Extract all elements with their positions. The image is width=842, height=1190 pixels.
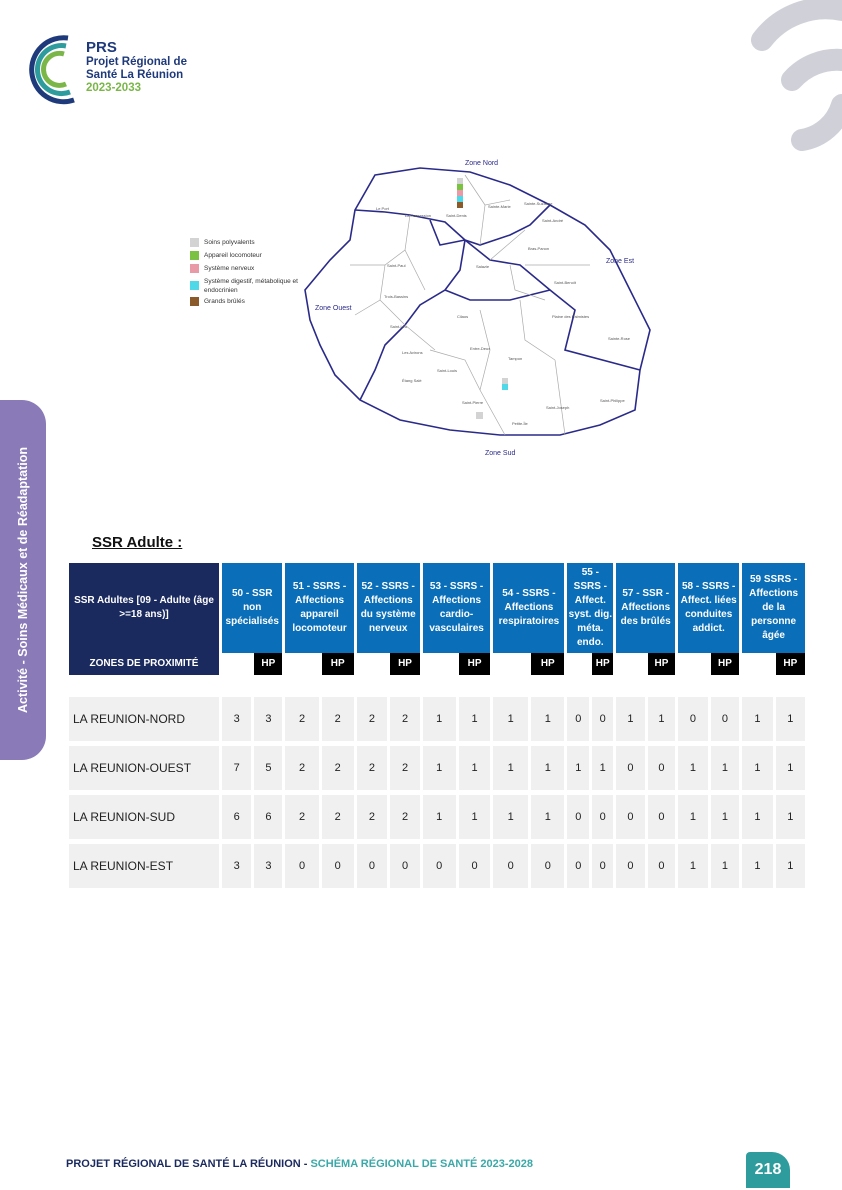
hp-header: HP — [254, 653, 282, 675]
zone-name: LA REUNION-SUD — [69, 795, 219, 844]
hp-header: HP — [592, 653, 613, 675]
logo-years: 2023-2033 — [86, 82, 141, 94]
svg-text:Saint-Louis: Saint-Louis — [437, 368, 458, 373]
cell-value: 1 — [459, 746, 491, 795]
cell-value: 2 — [357, 697, 388, 746]
corner-header: SSR Adultes [09 - Adulte (âge >=18 ans)] — [69, 563, 219, 653]
cell-value: 0 — [322, 844, 354, 893]
cell-value: 1 — [493, 746, 528, 795]
hc-header: HC — [222, 653, 251, 675]
cell-value: 3 — [254, 844, 282, 893]
cell-value: 0 — [493, 844, 528, 893]
cell-value: 1 — [742, 795, 772, 844]
cell-value: 1 — [776, 746, 805, 795]
cell-value: 1 — [423, 697, 456, 746]
cell-value: 0 — [616, 795, 645, 844]
cell-value: 0 — [459, 844, 491, 893]
cell-value: 0 — [423, 844, 456, 893]
zones-header: ZONES DE PROXIMITÉ — [69, 653, 219, 675]
cell-value: 0 — [357, 844, 388, 893]
cell-value: 1 — [493, 795, 528, 844]
side-tab-label: Activité - Soins Médicaux et de Réadaptation — [16, 446, 30, 714]
cell-value: 1 — [423, 795, 456, 844]
svg-text:Saint-Leu: Saint-Leu — [390, 324, 408, 329]
svg-text:Saint-Benoît: Saint-Benoît — [554, 280, 577, 285]
cell-value: 1 — [711, 746, 739, 795]
footer-right: SCHÉMA RÉGIONAL DE SANTÉ 2023-2028 — [310, 1158, 533, 1170]
legend-item: Soins polyvalents — [190, 238, 324, 251]
cell-value: 0 — [567, 697, 589, 746]
cell-value: 2 — [390, 697, 419, 746]
cell-value: 0 — [648, 746, 675, 795]
cell-value: 1 — [776, 844, 805, 893]
decorative-arcs-icon — [692, 0, 842, 160]
zone-sud-label: Zone Sud — [485, 450, 516, 457]
cell-value: 0 — [648, 844, 675, 893]
cell-value: 1 — [616, 697, 645, 746]
legend-item: Grands brûlés — [190, 297, 324, 310]
footer-left: PROJET RÉGIONAL DE SANTÉ LA RÉUNION - — [66, 1158, 311, 1170]
hc-header: HC — [423, 653, 456, 675]
column-header: 50 - SSR non spécialisés — [222, 563, 282, 653]
hp-header: HP — [322, 653, 354, 675]
legend-swatch — [190, 297, 199, 306]
svg-text:Saint-Denis: Saint-Denis — [446, 213, 467, 218]
cell-value: 0 — [648, 795, 675, 844]
svg-text:Le Port: Le Port — [376, 206, 389, 211]
cell-value: 1 — [678, 795, 708, 844]
legend-swatch — [190, 264, 199, 273]
table-row — [69, 746, 805, 795]
cell-value: 0 — [616, 746, 645, 795]
cell-value: 0 — [567, 844, 589, 893]
column-header: 51 - SSRS - Affections appareil locomoteur — [285, 563, 353, 653]
cell-value: 1 — [592, 746, 613, 795]
column-header: 58 - SSRS - Affect. liées conduites addict. — [678, 563, 739, 653]
cell-value: 1 — [678, 746, 708, 795]
cell-value: 2 — [357, 795, 388, 844]
section-title: SSR Adulte : — [92, 534, 183, 551]
cell-value: 1 — [742, 746, 772, 795]
hc-header: HC — [678, 653, 708, 675]
cell-value: 2 — [390, 746, 419, 795]
svg-text:Cilaos: Cilaos — [457, 314, 469, 319]
hc-header: HC — [493, 653, 528, 675]
column-header: 53 - SSRS - Affections cardio-vasculaires — [423, 563, 491, 653]
cell-value: 0 — [592, 844, 613, 893]
island-outline — [305, 168, 650, 435]
cell-value: 2 — [322, 697, 354, 746]
hc-header: HC — [357, 653, 388, 675]
cell-value: 3 — [254, 697, 282, 746]
cell-value: 0 — [616, 844, 645, 893]
svg-text:Bras-Panon: Bras-Panon — [528, 246, 550, 251]
table-row — [69, 795, 805, 844]
cell-value: 6 — [254, 795, 282, 844]
legend-item: Système nerveux — [190, 264, 324, 277]
cell-value: 1 — [648, 697, 675, 746]
cell-value: 2 — [322, 746, 354, 795]
column-header: 57 - SSR - Affections des brûlés — [616, 563, 675, 653]
legend-swatch — [190, 251, 199, 260]
cell-value: 2 — [285, 697, 318, 746]
cell-value: 0 — [678, 697, 708, 746]
svg-text:Trois-Bassins: Trois-Bassins — [384, 294, 409, 299]
legend-swatch — [190, 238, 199, 247]
column-header: 55 - SSRS - Affect. syst. dig. méta. endo. — [567, 563, 613, 653]
cell-value: 0 — [390, 844, 419, 893]
cell-value: 2 — [285, 746, 318, 795]
hc-header: HC — [616, 653, 645, 675]
zone-name: LA REUNION-OUEST — [69, 746, 219, 795]
cell-value: 1 — [531, 746, 564, 795]
svg-text:Petite-Île: Petite-Île — [512, 421, 528, 426]
svg-text:Sainte-Rose: Sainte-Rose — [608, 336, 631, 341]
marker-saint-pierre — [476, 412, 483, 419]
cell-value: 6 — [222, 795, 251, 844]
hp-header: HP — [711, 653, 739, 675]
cell-value: 1 — [678, 844, 708, 893]
hp-header: HP — [531, 653, 564, 675]
column-header: 52 - SSRS - Affections du système nerveux — [357, 563, 420, 653]
logo-line1: Projet Régional de — [86, 56, 187, 68]
zone-name: LA REUNION-EST — [69, 844, 219, 893]
cell-value: 3 — [222, 844, 251, 893]
table-row — [69, 844, 805, 893]
cell-value: 1 — [776, 795, 805, 844]
zone-nord-label: Zone Nord — [465, 160, 499, 167]
cell-value: 2 — [322, 795, 354, 844]
column-header: 59 SSRS - Affections de la personne âgée — [742, 563, 805, 653]
svg-text:Sainte-Marie: Sainte-Marie — [488, 204, 511, 209]
zone-name: LA REUNION-NORD — [69, 697, 219, 746]
svg-text:Les Avirons: Les Avirons — [402, 350, 423, 355]
cell-value: 1 — [776, 697, 805, 746]
zone-ouest-label: Zone Ouest — [315, 305, 352, 312]
legend-swatch — [190, 281, 199, 290]
cell-value: 1 — [567, 746, 589, 795]
hc-header: HC — [742, 653, 772, 675]
cell-value: 5 — [254, 746, 282, 795]
cell-value: 1 — [711, 795, 739, 844]
hp-header: HP — [648, 653, 675, 675]
cell-value: 1 — [459, 795, 491, 844]
cell-value: 0 — [567, 795, 589, 844]
hc-header: HC — [567, 653, 589, 675]
cell-value: 1 — [493, 697, 528, 746]
svg-text:Salazie: Salazie — [476, 264, 490, 269]
cell-value: 0 — [285, 844, 318, 893]
cell-value: 3 — [222, 697, 251, 746]
hp-header: HP — [776, 653, 805, 675]
cell-value: 2 — [357, 746, 388, 795]
cell-value: 1 — [531, 697, 564, 746]
prs-logo — [24, 28, 214, 112]
marker-tampon — [502, 378, 508, 390]
map-legend — [190, 238, 324, 310]
svg-text:Tampon: Tampon — [508, 356, 523, 361]
column-header: 54 - SSRS - Affections respiratoires — [493, 563, 564, 653]
footer-text — [66, 1158, 533, 1170]
table-row — [69, 697, 805, 746]
cell-value: 0 — [711, 697, 739, 746]
svg-text:Sainte-Suzanne: Sainte-Suzanne — [524, 201, 553, 206]
hp-header: HP — [390, 653, 419, 675]
svg-text:Saint-Philippe: Saint-Philippe — [600, 398, 625, 403]
svg-text:Saint-André: Saint-André — [542, 218, 564, 223]
hc-header: HC — [285, 653, 318, 675]
logo-line2: Santé La Réunion — [86, 69, 184, 81]
logo-prs: PRS — [86, 39, 117, 56]
svg-text:Entre-Deux: Entre-Deux — [470, 346, 491, 351]
legend-item: Appareil locomoteur — [190, 251, 324, 264]
cell-value: 2 — [390, 795, 419, 844]
zone-est-label: Zone Est — [606, 258, 635, 265]
cell-value: 1 — [531, 795, 564, 844]
cell-value: 0 — [531, 844, 564, 893]
page-number: 218 — [746, 1152, 790, 1188]
cell-value: 2 — [285, 795, 318, 844]
prs-logo-icon — [24, 28, 84, 112]
hp-header: HP — [459, 653, 491, 675]
svg-text:Plaine des Palmistes: Plaine des Palmistes — [552, 314, 590, 319]
legend-item: Système digestif, métabolique et endocrinien — [190, 277, 324, 297]
cell-value: 1 — [711, 844, 739, 893]
svg-text:Étang Salé: Étang Salé — [402, 378, 422, 383]
cell-value: 7 — [222, 746, 251, 795]
cell-value: 0 — [592, 697, 613, 746]
marker-nord — [457, 178, 463, 208]
svg-text:La Possession: La Possession — [405, 213, 432, 218]
cell-value: 1 — [459, 697, 491, 746]
cell-value: 1 — [742, 844, 772, 893]
svg-text:Saint-Paul: Saint-Paul — [387, 263, 406, 268]
ssr-table — [66, 563, 808, 893]
cell-value: 1 — [742, 697, 772, 746]
cell-value: 1 — [423, 746, 456, 795]
cell-value: 0 — [592, 795, 613, 844]
svg-text:Saint-Pierre: Saint-Pierre — [462, 400, 484, 405]
svg-text:Saint-Joseph: Saint-Joseph — [546, 405, 570, 410]
side-section-tab — [0, 400, 46, 760]
